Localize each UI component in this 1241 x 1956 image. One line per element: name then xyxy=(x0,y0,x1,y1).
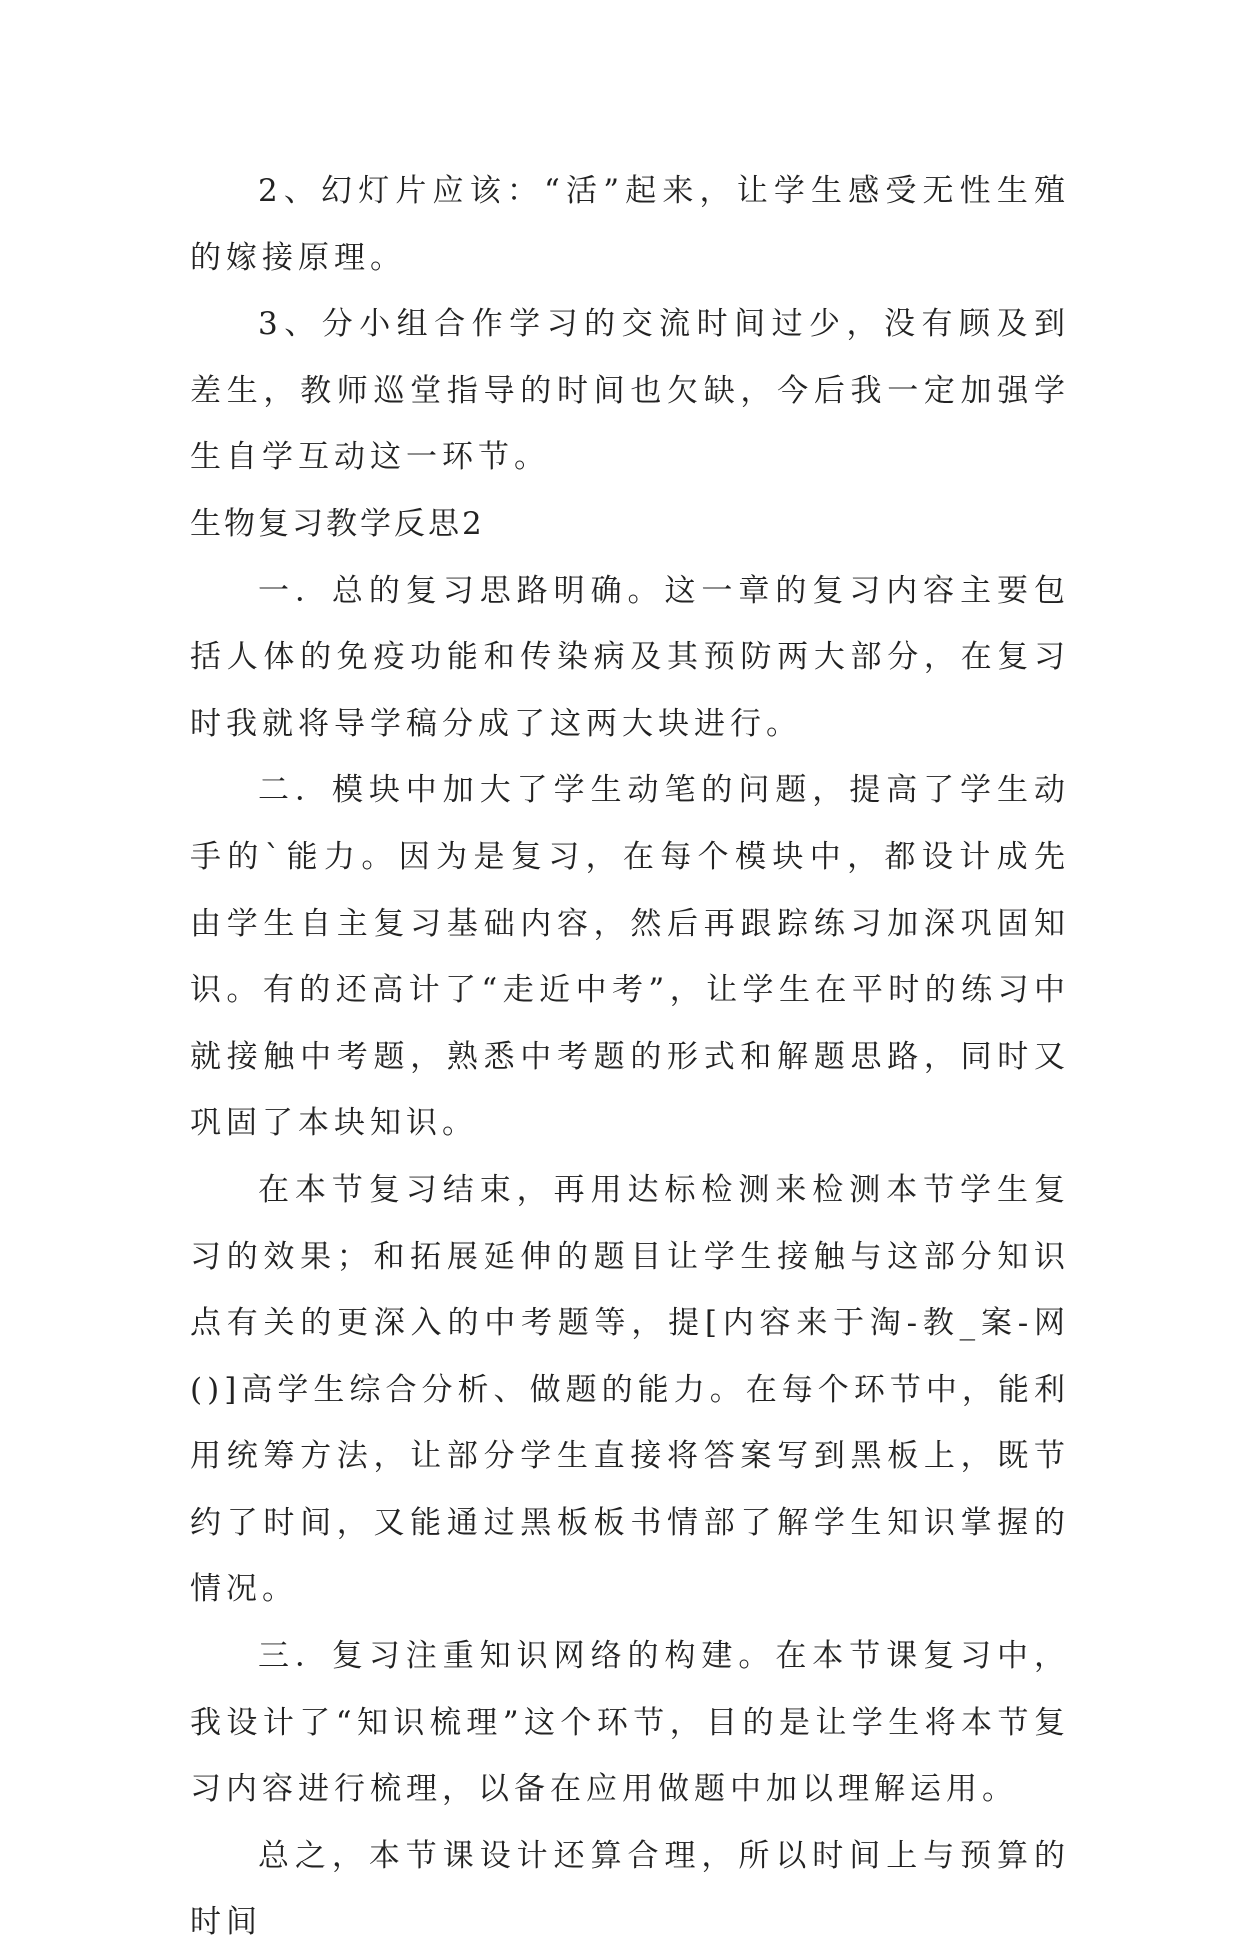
paragraph-review-end: 在本节复习结束，再用达标检测来检测本节学生复习的效果；和拓展延伸的题目让学生接触与这部分知识点有关的更深入的中考题等，提[内容来于淘-教_案-网 ()]高学生综合分析、做题的能力。在每个环节中，能利用统筹方法，让部分学生直接将答案写到黑板上，既节约了时间，又能通过黑板板书情部了解学生知识掌握的情况。 xyxy=(190,1171,1106,1608)
paragraph-section-two: 二．模块中加大了学生动笔的问题，提高了学生动手的`能力。因为是复习，在每个模块中，都设计成先由学生自主复习基础内容，然后再跟踪练习加深巩固知识。有的还高计了“走近中考”，让学生在平时的练习中就接触中考题，熟悉中考题的形式和解题思路，同时又巩固了本块知识。 xyxy=(190,772,1070,1142)
paragraph-point-3: 3、分小组合作学习的交流时间过少，没有顾及到差生，教师巡堂指导的时间也欠缺，今后我一定加强学生自学互动这一环节。 xyxy=(190,306,1070,476)
document-body xyxy=(190,158,1106,1956)
section-title: 生物复习教学反思2 xyxy=(190,505,485,542)
paragraph-section-one: 一．总的复习思路明确。这一章的复习内容主要包括人体的免疫功能和传染病及其预防两大部分，在复习时我就将导学稿分成了这两大块进行。 xyxy=(190,572,1070,742)
paragraph-section-three: 三．复习注重知识网络的构建。在本节课复习中，我设计了“知识梳理”这个环节，目的是让学生将本节复习内容进行梳理，以备在应用做题中加以理解运用。 xyxy=(190,1638,1070,1808)
paragraph-point-2: 2、幻灯片应该：“活”起来，让学生感受无性生殖的嫁接原理。 xyxy=(190,173,1070,276)
paragraph-summary: 总之，本节课设计还算合理，所以时间上与预算的时间 xyxy=(190,1837,1070,1941)
